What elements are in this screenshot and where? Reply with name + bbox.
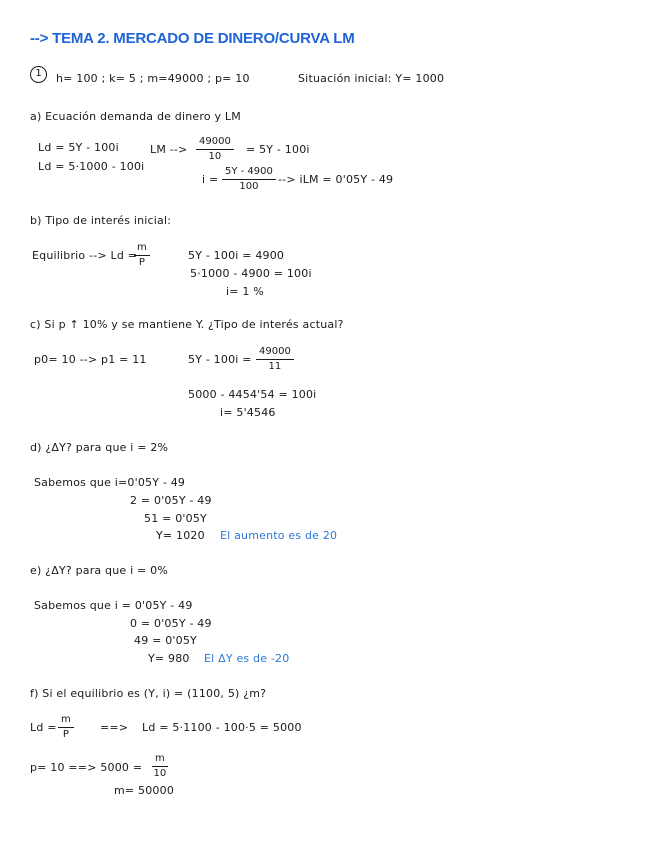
section-c-eq-left: 5Y - 100i = xyxy=(188,353,252,366)
section-b-line2: 5·1000 - 4900 = 100i xyxy=(190,267,312,280)
section-b-line3: i= 1 % xyxy=(226,285,264,298)
section-f-ld-label: Ld = xyxy=(30,721,57,734)
section-f-ld-calc: Ld = 5·1100 - 100·5 = 5000 xyxy=(142,721,302,734)
fraction-denominator: 11 xyxy=(268,361,282,372)
section-e-line4: Y= 980 xyxy=(148,652,190,665)
i-label: i = xyxy=(202,173,219,186)
section-b-heading: b) Tipo de interés inicial: xyxy=(30,214,172,227)
section-f-arrow: ==> xyxy=(100,721,129,734)
section-f-heading: f) Si el equilibrio es (Y, i) = (1100, 5) ¿m? xyxy=(30,687,267,700)
price-change: p0= 10 --> p1 = 11 xyxy=(34,353,147,366)
section-d-line1: Sabemos que i=0'05Y - 49 xyxy=(34,476,186,489)
lm-fraction xyxy=(196,136,234,163)
exercise-number-circle: 1 xyxy=(30,66,47,83)
section-d-note: El aumento es de 20 xyxy=(220,529,338,542)
fraction-denominator: 10 xyxy=(153,768,167,779)
section-a-heading: a) Ecuación demanda de dinero y LM xyxy=(30,110,241,123)
section-d-line2: 2 = 0'05Y - 49 xyxy=(130,494,212,507)
section-c-heading: c) Si p ↑ 10% y se mantiene Y. ¿Tipo de interés actual? xyxy=(30,318,344,331)
fraction-denominator: P xyxy=(138,257,145,268)
section-f-fraction2 xyxy=(152,753,168,780)
lm-label: LM --> xyxy=(150,143,188,156)
section-e-line1: Sabemos que i = 0'05Y - 49 xyxy=(34,599,193,612)
section-c-line3: i= 5'4546 xyxy=(220,406,276,419)
fraction-denominator: P xyxy=(62,729,69,740)
page-title: --> TEMA 2. MERCADO DE DINERO/CURVA LM xyxy=(30,30,355,47)
section-b-line1: 5Y - 100i = 4900 xyxy=(188,249,285,262)
section-d-heading: d) ¿ΔY? para que i = 2% xyxy=(30,441,169,454)
fraction-numerator: m xyxy=(134,242,150,256)
section-f-fraction1 xyxy=(58,714,74,741)
money-demand-eq: Ld = 5Y - 100i xyxy=(38,141,119,154)
fraction-denominator: 100 xyxy=(239,181,259,192)
section-c-line2: 5000 - 4454'54 = 100i xyxy=(188,388,317,401)
fraction-numerator: 49000 xyxy=(256,346,294,360)
fraction-numerator: 5Y - 4900 xyxy=(222,166,276,180)
section-e-note: El ΔY es de -20 xyxy=(204,652,290,665)
lm-interest-result: --> iLM = 0'05Y - 49 xyxy=(278,173,394,186)
equilibrium-fraction xyxy=(134,242,150,269)
section-c-fraction xyxy=(256,346,294,373)
fraction-numerator: m xyxy=(58,714,74,728)
section-e-line2: 0 = 0'05Y - 49 xyxy=(130,617,212,630)
fraction-denominator: 10 xyxy=(208,151,222,162)
initial-situation: Situación inicial: Y= 1000 xyxy=(298,72,445,85)
section-f-price-line: p= 10 ==> 5000 = xyxy=(30,761,143,774)
section-e-heading: e) ¿ΔY? para que i = 0% xyxy=(30,564,168,577)
lm-rhs: = 5Y - 100i xyxy=(246,143,310,156)
exercise-givens: h= 100 ; k= 5 ; m=49000 ; p= 10 xyxy=(56,72,250,85)
equilibrium-label: Equilibrio --> Ld = xyxy=(32,249,138,262)
i-fraction xyxy=(222,166,276,193)
section-f-result: m= 50000 xyxy=(114,784,175,797)
money-demand-numeric: Ld = 5·1000 - 100i xyxy=(38,160,145,173)
section-e-line3: 49 = 0'05Y xyxy=(134,634,197,647)
section-d-line4: Y= 1020 xyxy=(156,529,205,542)
section-d-line3: 51 = 0'05Y xyxy=(144,512,207,525)
fraction-numerator: m xyxy=(152,753,168,767)
fraction-numerator: 49000 xyxy=(196,136,234,150)
